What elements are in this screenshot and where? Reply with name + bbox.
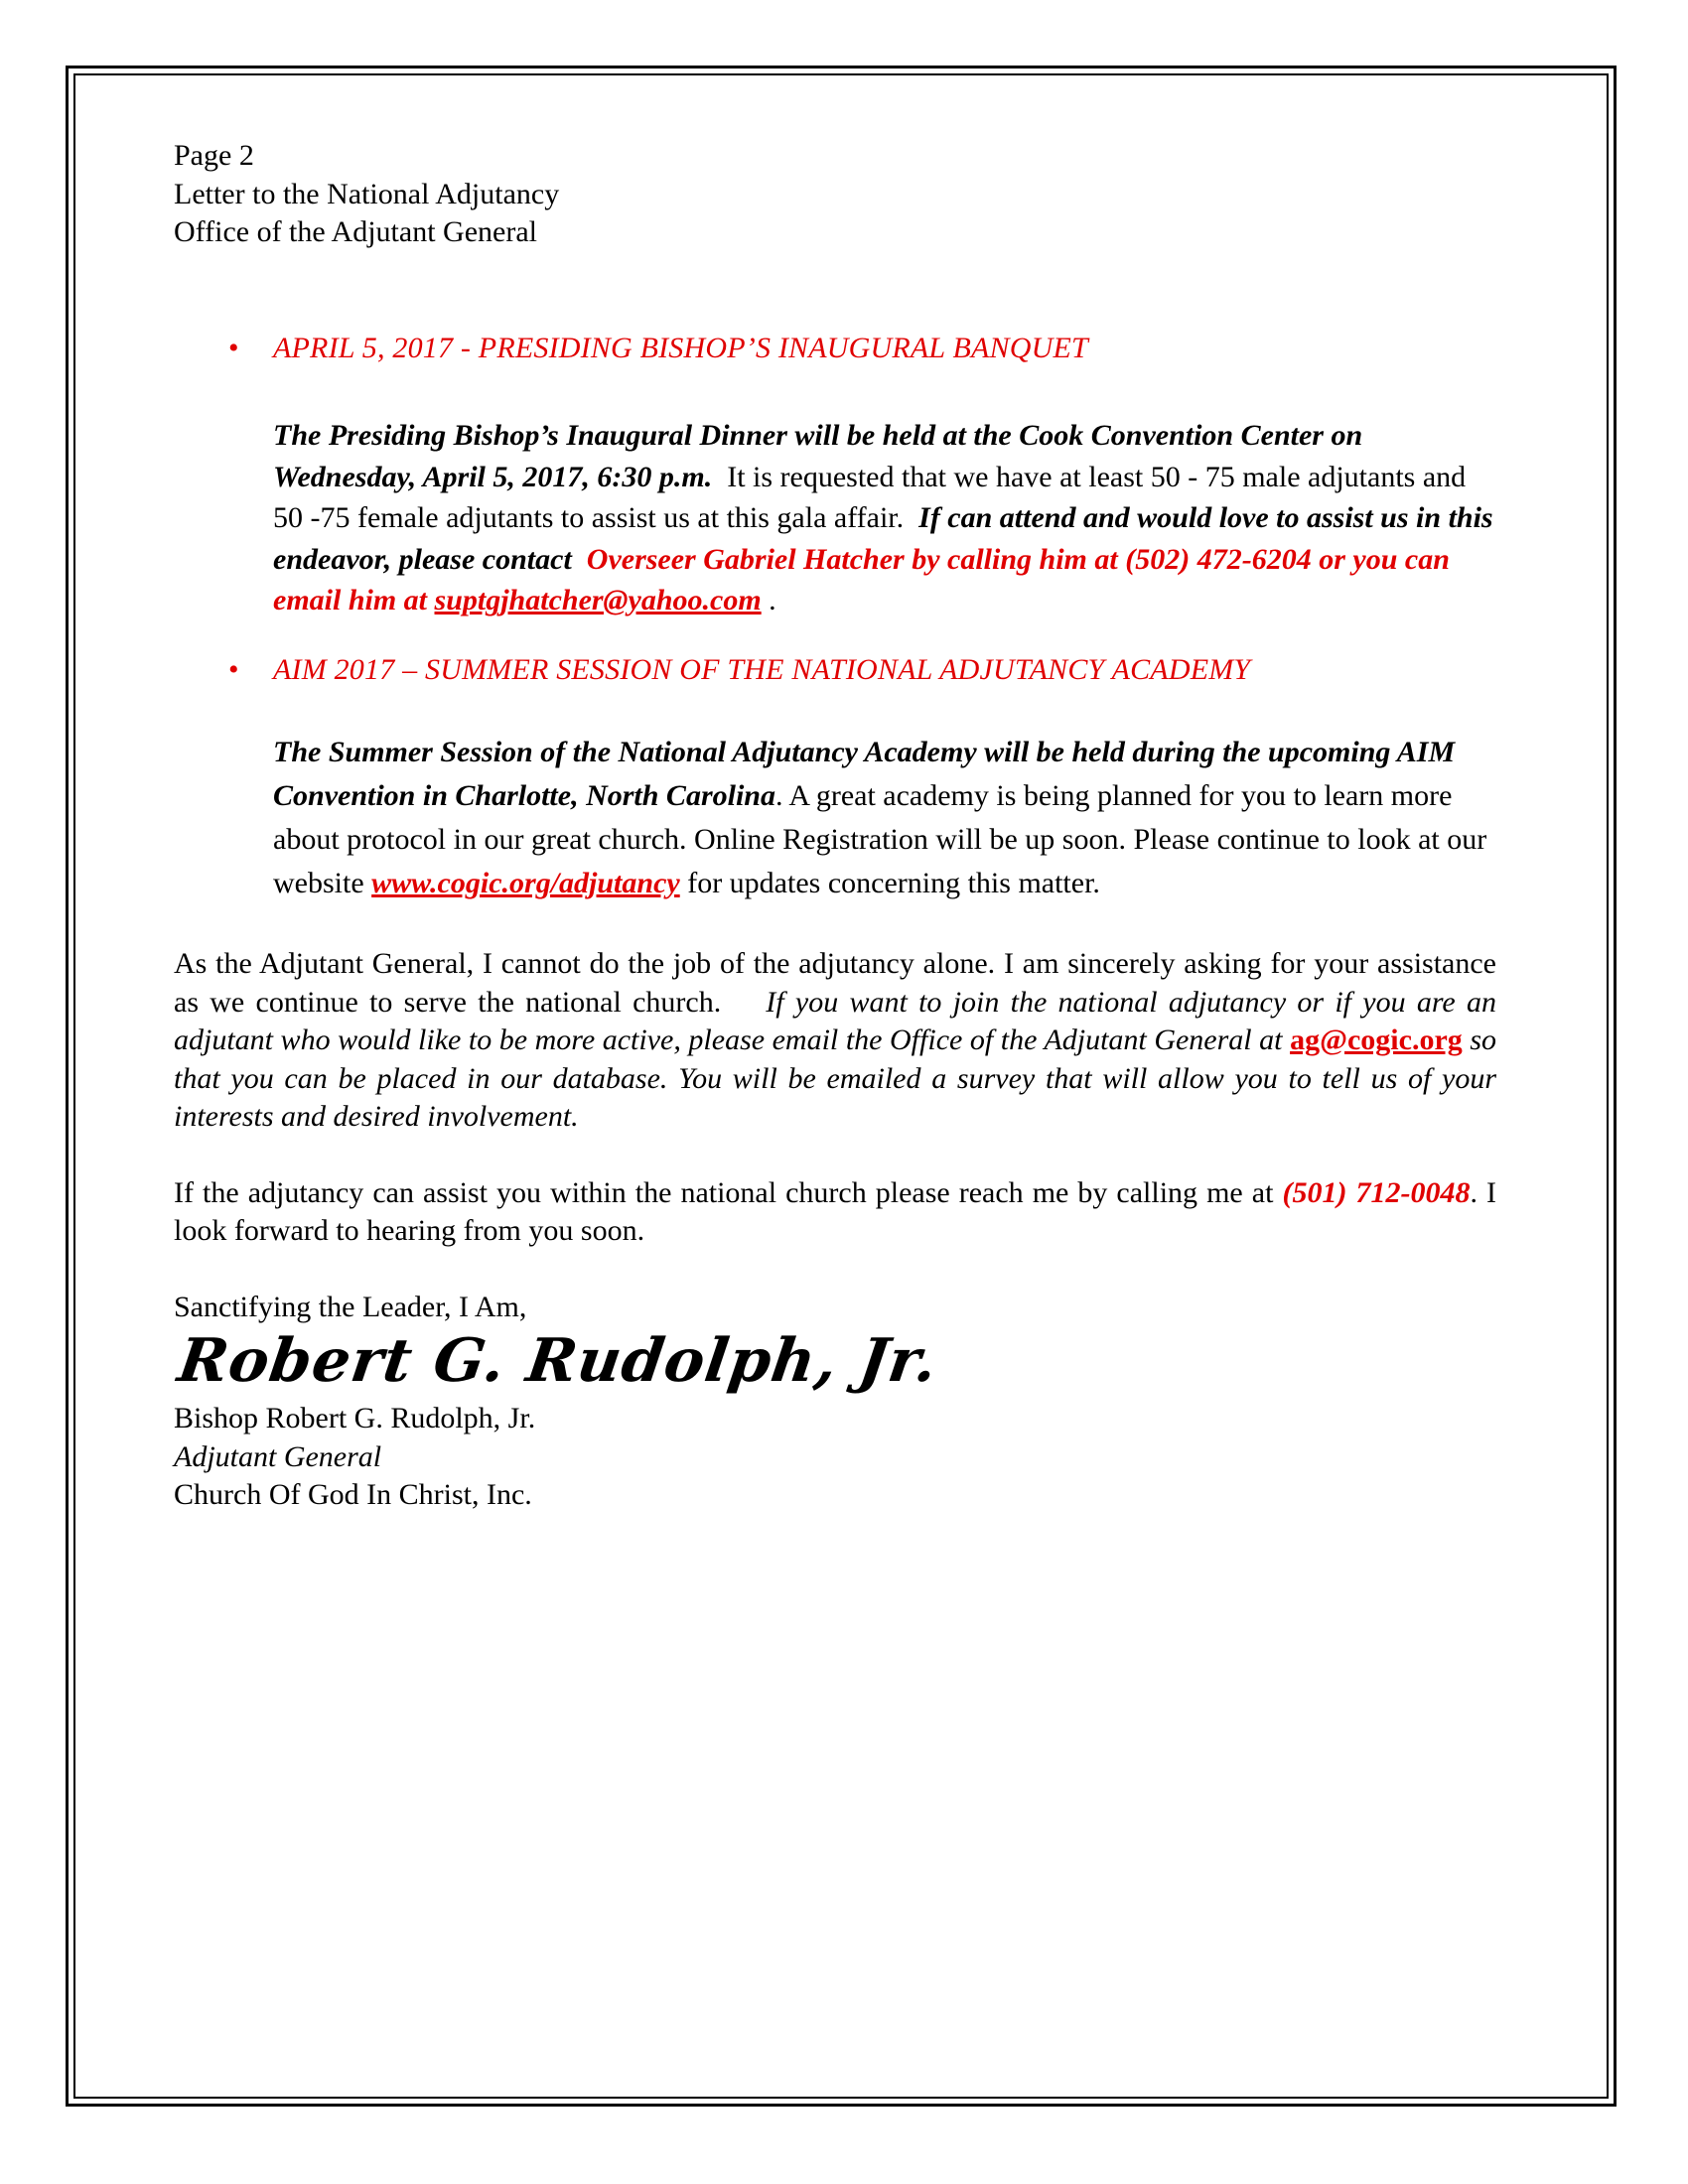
paragraph-contact (174, 1174, 1496, 1251)
header-office: Office of the Adjutant General (174, 215, 537, 248)
signature-area (174, 1326, 1496, 1400)
bullet-text-bold: The Summer Session of the National Adjutancy Academy will be held during the upcoming AIM Convention in Charlotte, North Carolina (273, 736, 1456, 812)
bullet-text-end: . (769, 584, 776, 616)
bullet-text-plain: It is requested that we have at least 50 - 75 male adjutants and 50 -75 female adjutants to assist us at this gala affair. (273, 460, 1467, 534)
paragraph-text: As the Adjutant General, I cannot do the job of the adjutancy alone. I am sincerely asking for your assistance as we continue to serve the national church. (174, 947, 1496, 1019)
bullet-item-banquet (174, 330, 1496, 621)
bullet-body (273, 731, 1496, 905)
contact-text: Overseer Gabriel Hatcher by calling him at (502) 472-6204 or you can email him at (273, 542, 1450, 616)
bullet-text-plain: . A great academy is being planned for you to learn more about protocol in our great church. Online Registration will be up soon. Please continue to look at our website (273, 779, 1487, 899)
letter-body (174, 137, 1496, 1515)
bullet-body (273, 415, 1496, 621)
bullet-icon: • (228, 331, 239, 364)
paragraph-italic-text: If you want to join the national adjutancy or if you are an adjutant who would like to be more active, please email the Office of the Adjutant General at (174, 985, 1497, 1056)
email-link[interactable]: suptgjhatcher@yahoo.com (434, 584, 762, 616)
signature: Robert G. Rudolph, Jr. (174, 1326, 942, 1396)
bullet-item-aim (174, 651, 1496, 906)
bullet-heading: AIM 2017 – SUMMER SESSION OF THE NATIONAL ADJUTANCY ACADEMY (273, 652, 1251, 686)
closing: Sanctifying the Leader, I Am, (174, 1290, 527, 1323)
website-link[interactable]: www.cogic.org/adjutancy (371, 867, 680, 899)
email-link[interactable]: ag@cogic.org (1290, 1024, 1463, 1056)
signer-block (174, 1400, 1496, 1515)
bullet-heading: APRIL 5, 2017 - PRESIDING BISHOP’S INAUGURAL BANQUET (273, 331, 1088, 364)
paragraph-text-end: . I look forward to hearing from you soon. (174, 1175, 1496, 1247)
header-recipient: Letter to the National Adjutancy (174, 177, 560, 210)
paragraph-text: If the adjutancy can assist you within the national church please reach me by calling me at (174, 1175, 1274, 1209)
signer-organization: Church Of God In Christ, Inc. (174, 1478, 532, 1511)
bullet-text-bold: If can attend and would love to assist us in this endeavor, please contact (273, 501, 1493, 576)
paragraph-assistance (174, 945, 1496, 1137)
phone-number: (501) 712-0048 (1282, 1175, 1471, 1209)
signer-title: Adjutant General (174, 1439, 382, 1473)
bullet-text-end: for updates concerning this matter. (687, 867, 1100, 899)
paragraph-italic-text: so that you can be placed in our database. You will be emailed a survey that will allow you to tell us of your interests and desired involvement. (174, 1024, 1497, 1133)
bullet-icon: • (228, 652, 239, 686)
signer-name: Bishop Robert G. Rudolph, Jr. (174, 1402, 536, 1434)
bullet-text-bold: The Presiding Bishop’s Inaugural Dinner will be held at the Cook Convention Center on Wednesday, April 5, 2017, 6:30 p.m. (273, 419, 1363, 493)
page-number: Page 2 (174, 139, 254, 172)
letter-header (174, 137, 1496, 252)
